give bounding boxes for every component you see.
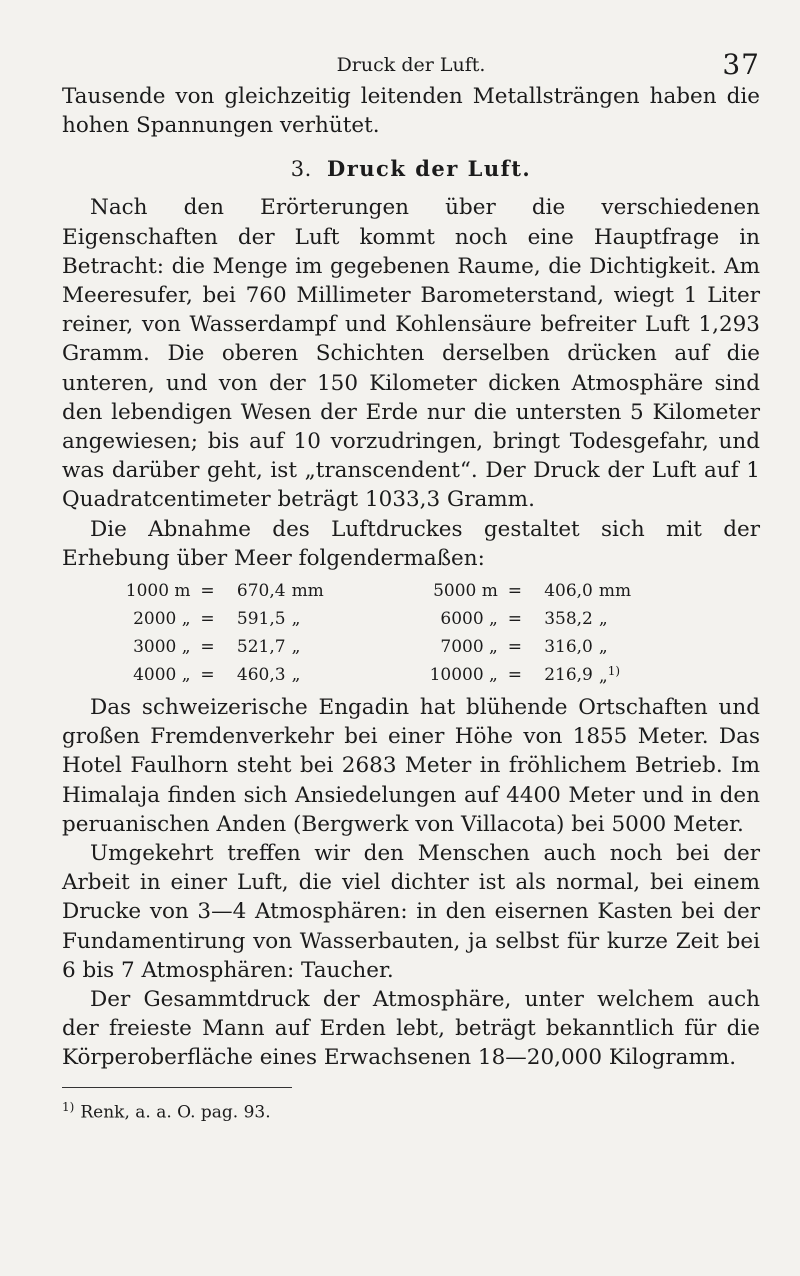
unit-cell: „ [291, 609, 301, 630]
page-number: 37 [722, 48, 760, 81]
paragraph-dense-air: Umgekehrt treffen wir den Menschen auch noch bei der Arbeit in einer Luft, die viel dichter ist als normal, bei einem Drucke von 3—4 Atmosphären: in den eisernen Kasten bei der Fundamentirung von Wasserbauten, ja selbst für kurze Zeit bei 6 bis 7 Atmosphären: Taucher. [62, 841, 760, 983]
running-title: Druck der Luft. [336, 54, 486, 76]
pressure-cell: 591,5 [236, 609, 286, 630]
pressure-cell: 521,7 [236, 637, 286, 658]
column-gap [335, 577, 405, 605]
pressure-cell: 316,0 [544, 637, 593, 658]
unit-cell: mm [291, 581, 324, 602]
pressure-cell: 216,9 [544, 665, 593, 686]
equals-sign: = [200, 637, 215, 658]
paragraph-continuation: Tausende von gleichzeitig leitenden Metallsträngen haben die hohen Spannungen verhütet. [62, 84, 760, 139]
unit-text: „ [598, 666, 608, 687]
table-row [102, 661, 642, 689]
unit-cell [599, 661, 642, 689]
running-header [62, 48, 760, 82]
unit-cell: „ [291, 665, 301, 686]
table-row [102, 577, 642, 605]
equals-sign: = [200, 665, 215, 686]
equals-sign: = [200, 581, 215, 602]
equals-sign: = [507, 609, 522, 630]
paragraph-pressure-decrease: Die Abnahme des Luftdruckes gestaltet sich mit der Erhebung über Meer folgendermaßen: [62, 516, 760, 571]
paragraph-density: Nach den Erörterungen über die verschiedenen Eigenschaften der Luft kommt noch eine Hauptfrage in Betracht: die Menge im gegebenen Raume, die Dichtigkeit. Am Meeresufer, bei 760 Millimeter Barometerstand, wiegt 1 Liter reiner, von Wasserdampf und Kohlensäure befreiter Luft 1,293 Gramm. Die oberen Schichten derselben drücken auf die unteren, und von der 150 Kilometer dicken Atmosphäre sind den lebendigen Wesen der Erde nur die untersten 5 Kilometer angewiesen; bis auf 10 vorzudringen, bringt Todesgefahr, und was darüber geht, ist „transcendent“. Der Druck der Luft auf 1 Quadratcentimeter beträgt 1033,3 Gramm. [62, 195, 760, 513]
column-gap [335, 633, 405, 661]
table-row [102, 605, 642, 633]
paragraph-total-pressure: Der Gesammtdruck der Atmosphäre, unter welchem auch der freieste Mann auf Erden lebt, beträgt bekanntlich für die Körperoberfläche eines Erwachsenen 18—20,000 Kilogramm. [62, 987, 760, 1071]
footnote-text: Renk, a. a. O. pag. 93. [80, 1102, 271, 1123]
section-heading [62, 156, 760, 181]
unit-cell: „ [291, 637, 301, 658]
equals-sign: = [507, 665, 522, 686]
table-row [102, 633, 642, 661]
altitude-cell: 1000 m [125, 581, 191, 602]
pressure-cell: 406,0 [544, 581, 593, 602]
footnote [62, 1096, 760, 1124]
section-number: 3. [290, 157, 312, 182]
pressure-cell: 670,4 [236, 581, 286, 602]
pressure-cell: 358,2 [544, 609, 593, 630]
section-title: Druck der Luft. [327, 156, 532, 182]
unit-cell: mm [598, 581, 632, 602]
column-gap [335, 661, 405, 689]
pressure-altitude-table [102, 577, 642, 689]
altitude-cell: 5000 m [433, 581, 498, 602]
pressure-cell: 460,3 [236, 665, 286, 686]
footnote-reference: 1) [607, 663, 621, 678]
altitude-cell: 3000 „ [133, 637, 191, 658]
altitude-cell: 4000 „ [133, 665, 191, 686]
footnote-divider [62, 1087, 292, 1088]
altitude-cell: 7000 „ [440, 637, 498, 658]
altitude-cell: 2000 „ [133, 609, 191, 630]
unit-cell: „ [598, 637, 608, 658]
equals-sign: = [507, 637, 522, 658]
unit-cell: „ [598, 609, 608, 630]
paragraph-engadin: Das schweizerische Engadin hat blühende Ortschaften und großen Fremdenverkehr bei einer Höhe von 1855 Meter. Das Hotel Faulhorn steht bei 2683 Meter in fröhlichem Betrieb. Im Himalaja finden sich Ansiedelungen auf 4400 Meter und in den peruanischen Anden (Bergwerk von Villacota) bei 5000 Meter. [62, 695, 760, 837]
altitude-cell: 6000 „ [440, 609, 498, 630]
altitude-cell: 10000 „ [429, 665, 498, 686]
footnote-mark: 1) [62, 1099, 75, 1114]
equals-sign: = [200, 609, 215, 630]
column-gap [335, 605, 405, 633]
equals-sign: = [507, 581, 522, 602]
